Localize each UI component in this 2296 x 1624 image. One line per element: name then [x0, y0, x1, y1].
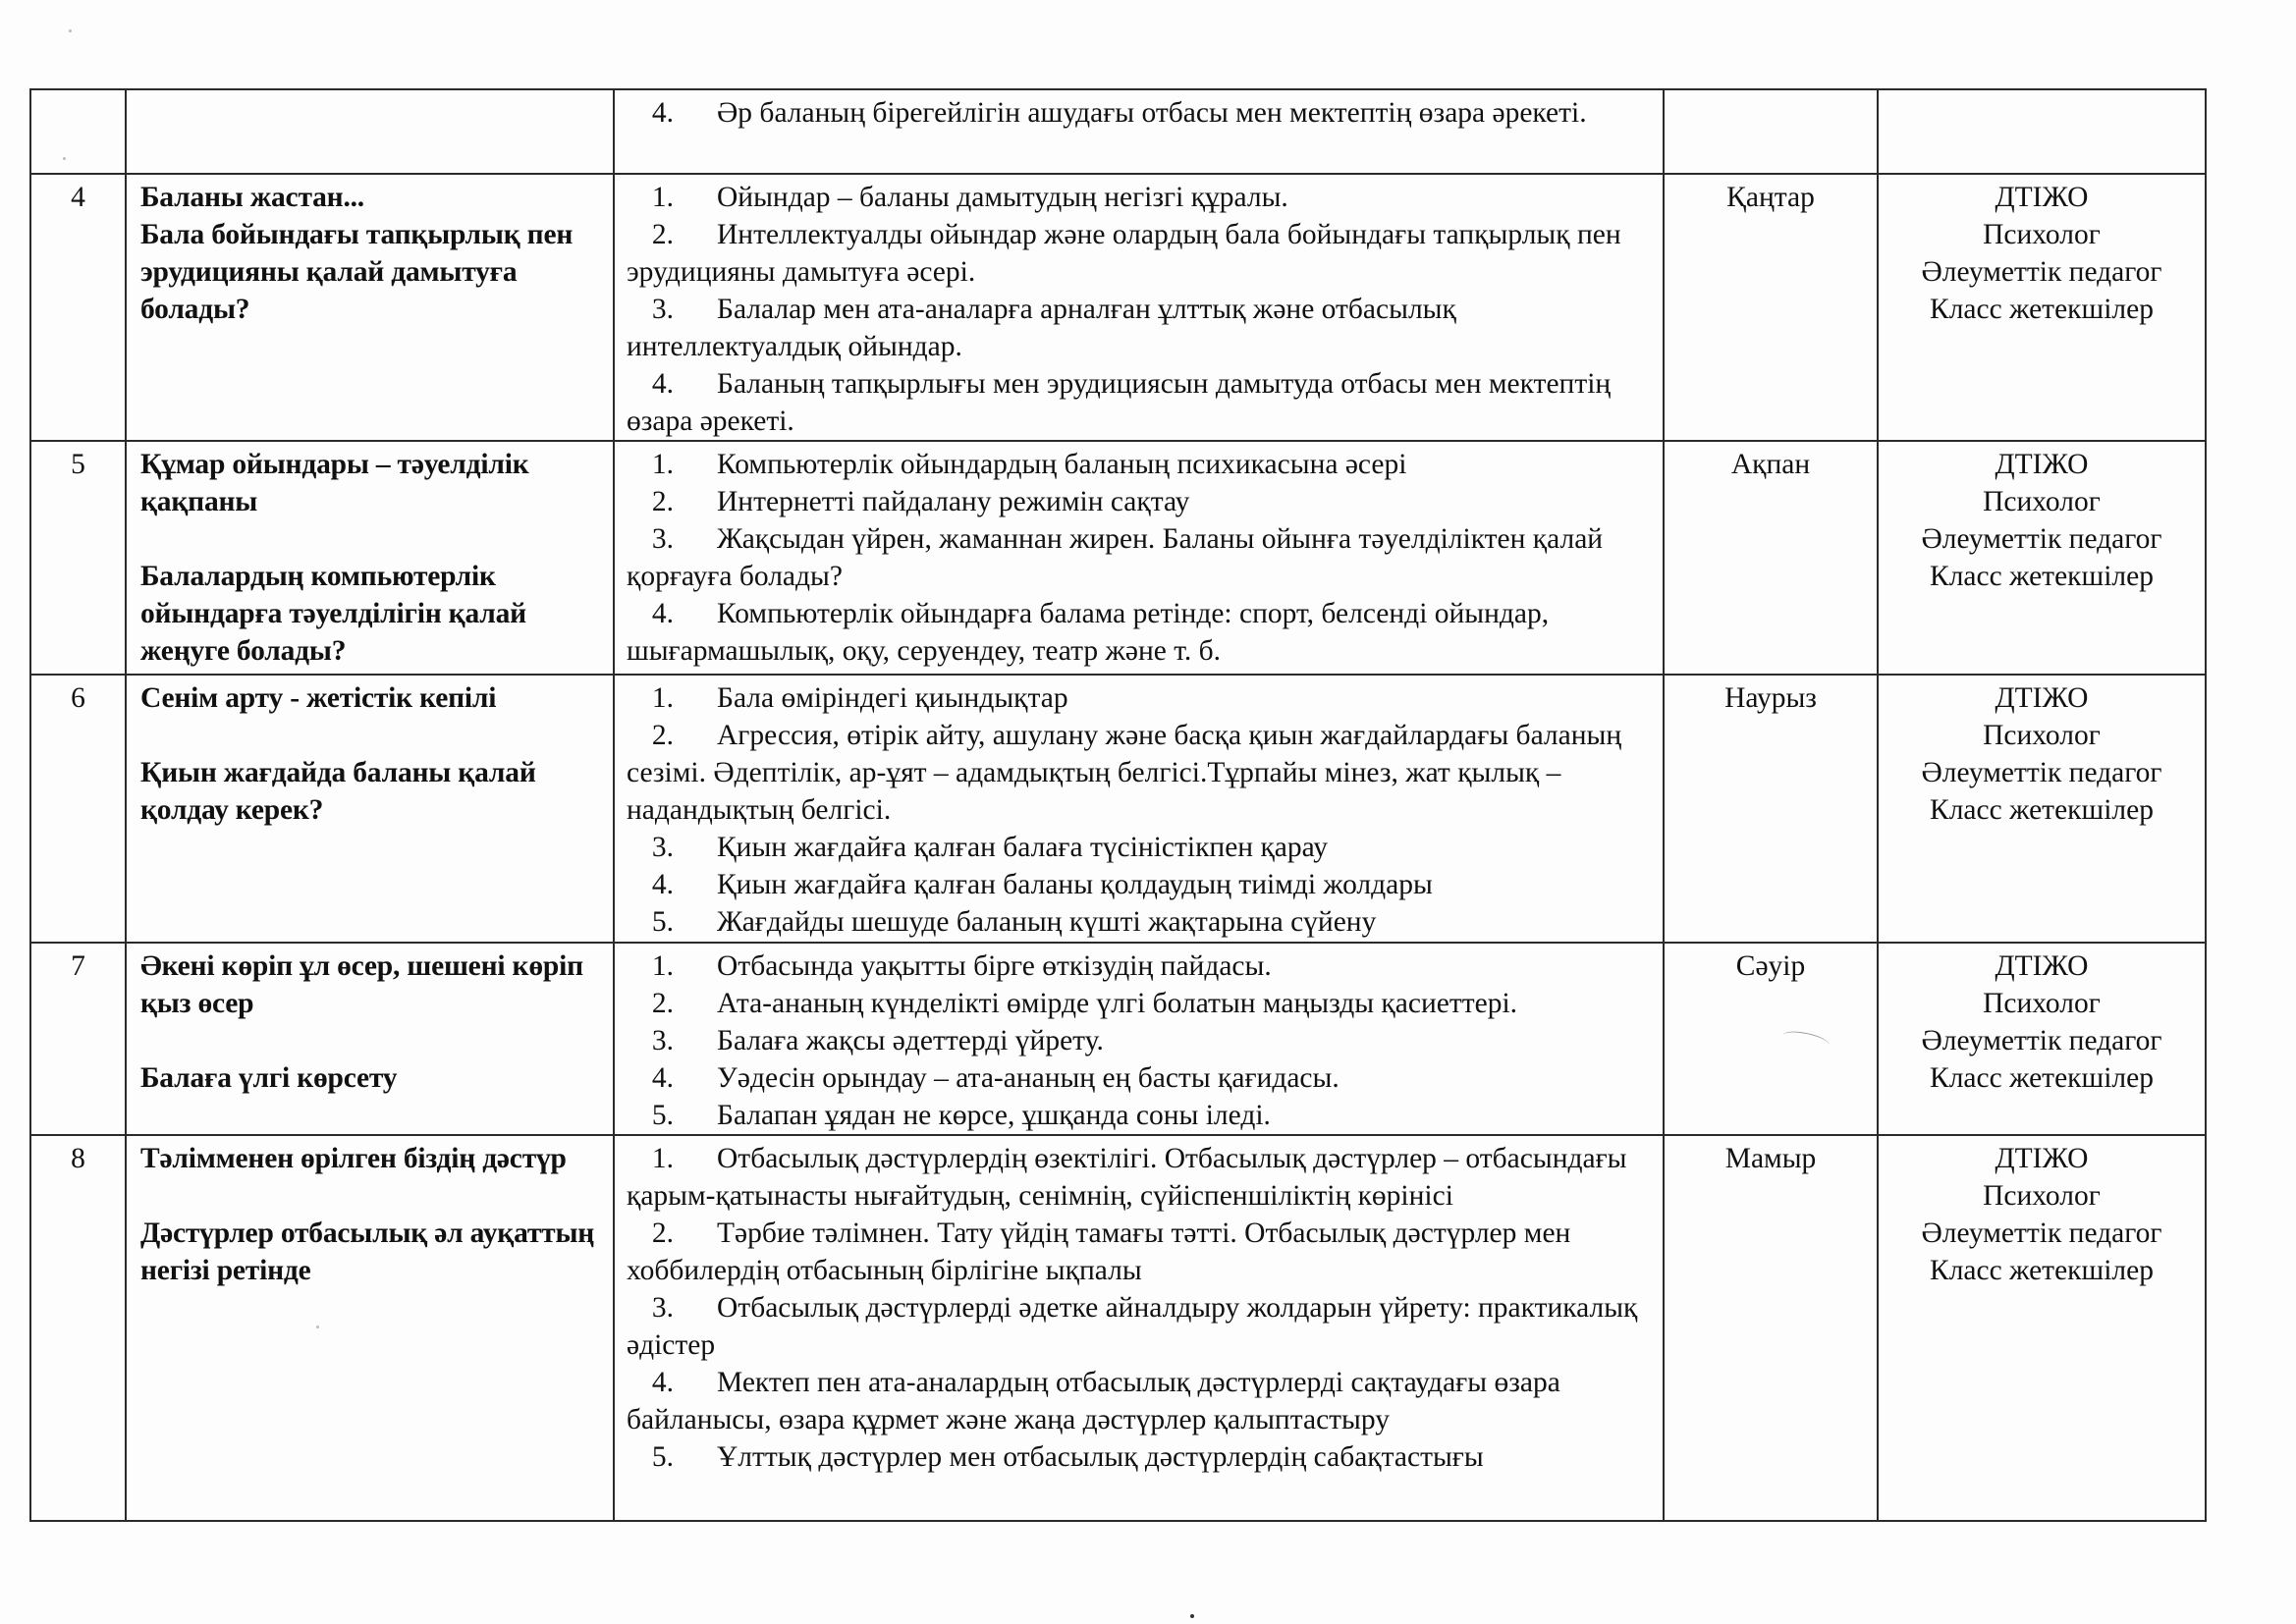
- content-cell: [614, 441, 1664, 675]
- scan-speck: [316, 1326, 319, 1328]
- content-item: [627, 1059, 1655, 1097]
- item-number: 4.: [651, 1062, 674, 1094]
- topic-spacer: [140, 1177, 603, 1215]
- item-text: Уәдесін орындау – ата-ананың ең басты қағидасы.: [717, 1062, 1339, 1094]
- responsible-cell: [1878, 89, 2206, 174]
- item-number: 5.: [651, 906, 674, 938]
- content-item: [627, 679, 1655, 717]
- item-number: 3.: [651, 294, 674, 325]
- item-number: 1.: [651, 682, 674, 714]
- item-number: 2.: [651, 988, 674, 1019]
- topic-cell: [126, 943, 614, 1135]
- responsible-person: ДТІЖО: [1995, 449, 2089, 480]
- content-item: [627, 365, 1655, 440]
- row-number: [30, 89, 126, 174]
- table-row: [30, 89, 2206, 174]
- item-text: Интернетті пайдалану режимін сақтау: [717, 486, 1190, 517]
- item-text: Ұлттық дәстүрлер мен отбасылық дәстүрлердің сабақтастығы: [717, 1441, 1484, 1473]
- topic-cell: [126, 675, 614, 943]
- content-cell: [614, 675, 1664, 943]
- row-number: 7: [30, 943, 126, 1135]
- item-number: 5.: [651, 1441, 674, 1473]
- row-number: 8: [30, 1135, 126, 1521]
- item-text: Интеллектуалды ойындар және олардың бала бойындағы тапқырлық пен эрудицияны дамытуға әсері.: [627, 219, 1621, 288]
- topic-title: Сенім арту - жетістік кепілі: [140, 682, 497, 714]
- table-row: [30, 441, 2206, 675]
- month-cell: Сәуір: [1664, 943, 1878, 1135]
- responsible-person: Әлеуметтік педагог: [1921, 1025, 2162, 1056]
- item-number: 3.: [651, 1292, 674, 1324]
- item-number: 4.: [651, 368, 674, 400]
- item-text: Балалар мен ата-аналарға арналған ұлттық және отбасылық интеллектуалдық ойындар.: [627, 294, 1456, 362]
- content-item: [627, 595, 1655, 670]
- content-item: [627, 1022, 1655, 1059]
- item-text: Отбасылық дәстүрлерді әдетке айналдыру жолдарын үйрету: практикалық әдістер: [627, 1292, 1638, 1361]
- topic-cell: [126, 1135, 614, 1521]
- item-text: Балаға жақсы әдеттерді үйрету.: [717, 1025, 1104, 1056]
- table-row: [30, 675, 2206, 943]
- responsible-person: ДТІЖО: [1995, 950, 2089, 982]
- responsible-person: Әлеуметтік педагог: [1921, 523, 2162, 555]
- item-number: 1.: [651, 182, 674, 213]
- responsible-cell: [1878, 441, 2206, 675]
- topic-title: Баланы жастан...: [140, 182, 364, 213]
- content-item: [627, 947, 1655, 985]
- content-item: [627, 1097, 1655, 1134]
- month-cell: Ақпан: [1664, 441, 1878, 675]
- responsible-person: Класс жетекшілер: [1930, 561, 2154, 592]
- responsible-person: Психолог: [1983, 720, 2101, 751]
- content-item: [627, 216, 1655, 291]
- row-number: 5: [30, 441, 126, 675]
- responsible-cell: [1878, 174, 2206, 441]
- scan-speck: [1190, 1614, 1194, 1618]
- content-item: [627, 446, 1655, 483]
- topic-spacer: [140, 520, 603, 558]
- responsible-person: Психолог: [1983, 219, 2101, 250]
- content-item: [627, 866, 1655, 903]
- content-item: [627, 985, 1655, 1022]
- row-number: 6: [30, 675, 126, 943]
- topic-cell: [126, 441, 614, 675]
- item-text: Компьютерлік ойындарға балама ретінде: спорт, белсенді ойындар, шығармашылық, оқу, серуендеу, театр және т. б.: [627, 598, 1550, 667]
- row-number: 4: [30, 174, 126, 441]
- month-cell: Мамыр: [1664, 1135, 1878, 1521]
- item-text: Отбасында уақытты бірге өткізудің пайдасы.: [717, 950, 1272, 982]
- responsible-person: Класс жетекшілер: [1930, 294, 2154, 325]
- content-cell: [614, 89, 1664, 174]
- item-text: Агрессия, өтірік айту, ашулану және басқа қиын жағдайлардағы баланың сезімі. Әдептілік, ар-ұят – адамдықтың белгісі.Тұрпайы мінез, жат қылық – надандықтың белгісі.: [627, 720, 1622, 826]
- content-item: [627, 1364, 1655, 1438]
- topic-subtitle: Балаға үлгі көрсету: [140, 1062, 398, 1094]
- scan-speck: [63, 157, 66, 160]
- content-item: [627, 483, 1655, 520]
- responsible-person: Психолог: [1983, 988, 2101, 1019]
- item-text: Баланың тапқырлығы мен эрудициясын дамытуда отбасы мен мектептің өзара әрекеті.: [627, 368, 1612, 437]
- responsible-person: ДТІЖО: [1995, 682, 2089, 714]
- responsible-person: Әлеуметтік педагог: [1921, 256, 2162, 288]
- topic-spacer: [140, 1022, 603, 1059]
- topic-subtitle: Қиын жағдайда баланы қалай қолдау керек?: [140, 757, 536, 826]
- item-text: Қиын жағдайға қалған балаға түсіністікпен қарау: [717, 832, 1328, 863]
- item-number: 1.: [651, 950, 674, 982]
- item-text: Ойындар – баланы дамытудың негізгі құралы.: [717, 182, 1288, 213]
- topic-title: Әкені көріп ұл өсер, шешені көріп қыз өсер: [140, 950, 583, 1019]
- item-text: Қиын жағдайға қалған баланы қолдаудың тиімді жолдары: [717, 869, 1433, 900]
- responsible-cell: [1878, 1135, 2206, 1521]
- responsible-person: ДТІЖО: [1995, 1143, 2089, 1174]
- item-number: 1.: [651, 1143, 674, 1174]
- topic-title: Тәлімменен өрілген біздің дәстүр: [140, 1143, 567, 1174]
- item-text: Жақсыдан үйрен, жаманнан жирен. Баланы ойынға тәуелділіктен қалай қорғауға болады?: [627, 523, 1604, 592]
- item-number: 5.: [651, 1100, 674, 1131]
- content-item: [627, 1140, 1655, 1215]
- item-number: 4.: [651, 1367, 674, 1398]
- topic-cell: [126, 174, 614, 441]
- topic-subtitle: Бала бойындағы тапқырлық пен эрудицияны қалай дамытуға болады?: [140, 219, 574, 325]
- item-text: Отбасылық дәстүрлердің өзектілігі. Отбасылық дәстүрлер – отбасындағы қарым-қатынасты нығайтудың, сенімнің, сүйіспеншіліктің көрінісі: [627, 1143, 1627, 1212]
- topic-spacer: [140, 717, 603, 754]
- table-row: [30, 174, 2206, 441]
- content-item: [627, 717, 1655, 829]
- content-item: [627, 94, 1655, 132]
- content-cell: [614, 174, 1664, 441]
- item-text: Ата-ананың күнделікті өмірде үлгі болатын маңызды қасиеттері.: [717, 988, 1518, 1019]
- item-text: Балапан ұядан не көрсе, ұшқанда соны іледі.: [717, 1100, 1271, 1131]
- parent-meeting-plan-table: [29, 88, 2207, 1522]
- responsible-person: Класс жетекшілер: [1930, 794, 2154, 826]
- topic-title: Құмар ойындары – тәуелділік қақпаны: [140, 449, 529, 517]
- responsible-person: Психолог: [1983, 486, 2101, 517]
- scan-speck: [69, 29, 72, 32]
- month-cell: Наурыз: [1664, 675, 1878, 943]
- topic-subtitle: Балалардың компьютерлік ойындарға тәуелділігін қалай жеңуге болады?: [140, 561, 526, 667]
- item-number: 2.: [651, 219, 674, 250]
- responsible-person: Әлеуметтік педагог: [1921, 1218, 2162, 1249]
- item-number: 4.: [651, 598, 674, 629]
- item-number: 4.: [651, 869, 674, 900]
- responsible-person: Әлеуметтік педагог: [1921, 757, 2162, 788]
- item-number: 2.: [651, 1218, 674, 1249]
- item-number: 3.: [651, 1025, 674, 1056]
- content-cell: [614, 943, 1664, 1135]
- item-text: Бала өміріндегі қиындықтар: [717, 682, 1068, 714]
- responsible-person: Класс жетекшілер: [1930, 1062, 2154, 1094]
- item-number: 2.: [651, 486, 674, 517]
- item-text: Әр баланың бірегейлігін ашудағы отбасы мен мектептің өзара әрекеті.: [717, 97, 1587, 129]
- responsible-person: Класс жетекшілер: [1930, 1255, 2154, 1286]
- item-text: Мектеп пен ата-аналардың отбасылық дәстүрлерді сақтаудағы өзара байланысы, өзара құрмет және жаңа дәстүрлер қалыптастыру: [627, 1367, 1560, 1435]
- item-text: Тәрбие тәлімнен. Тату үйдің тамағы тәтті. Отбасылық дәстүрлер мен хоббилердің отбасының бірлігіне ықпалы: [627, 1218, 1571, 1286]
- responsible-cell: [1878, 943, 2206, 1135]
- item-number: 4.: [651, 97, 674, 129]
- content-item: [627, 903, 1655, 941]
- content-item: [627, 520, 1655, 595]
- responsible-person: Психолог: [1983, 1180, 2101, 1212]
- content-item: [627, 1438, 1655, 1476]
- item-number: 3.: [651, 832, 674, 863]
- content-item: [627, 179, 1655, 216]
- responsible-cell: [1878, 675, 2206, 943]
- item-number: 3.: [651, 523, 674, 555]
- topic-cell: [126, 89, 614, 174]
- responsible-person: ДТІЖО: [1995, 182, 2089, 213]
- content-item: [627, 291, 1655, 365]
- item-text: Жағдайды шешуде баланың күшті жақтарына сүйену: [717, 906, 1377, 938]
- month-cell: Қаңтар: [1664, 174, 1878, 441]
- item-text: Компьютерлік ойындардың баланың психикасына әсері: [717, 449, 1407, 480]
- content-cell: [614, 1135, 1664, 1521]
- content-item: [627, 1215, 1655, 1289]
- month-cell: [1664, 89, 1878, 174]
- content-item: [627, 829, 1655, 866]
- table-row: [30, 943, 2206, 1135]
- table-row: [30, 1135, 2206, 1521]
- item-number: 1.: [651, 449, 674, 480]
- item-number: 2.: [651, 720, 674, 751]
- topic-subtitle: Дәстүрлер отбасылық әл ауқаттың негізі ретінде: [140, 1218, 595, 1286]
- content-item: [627, 1289, 1655, 1364]
